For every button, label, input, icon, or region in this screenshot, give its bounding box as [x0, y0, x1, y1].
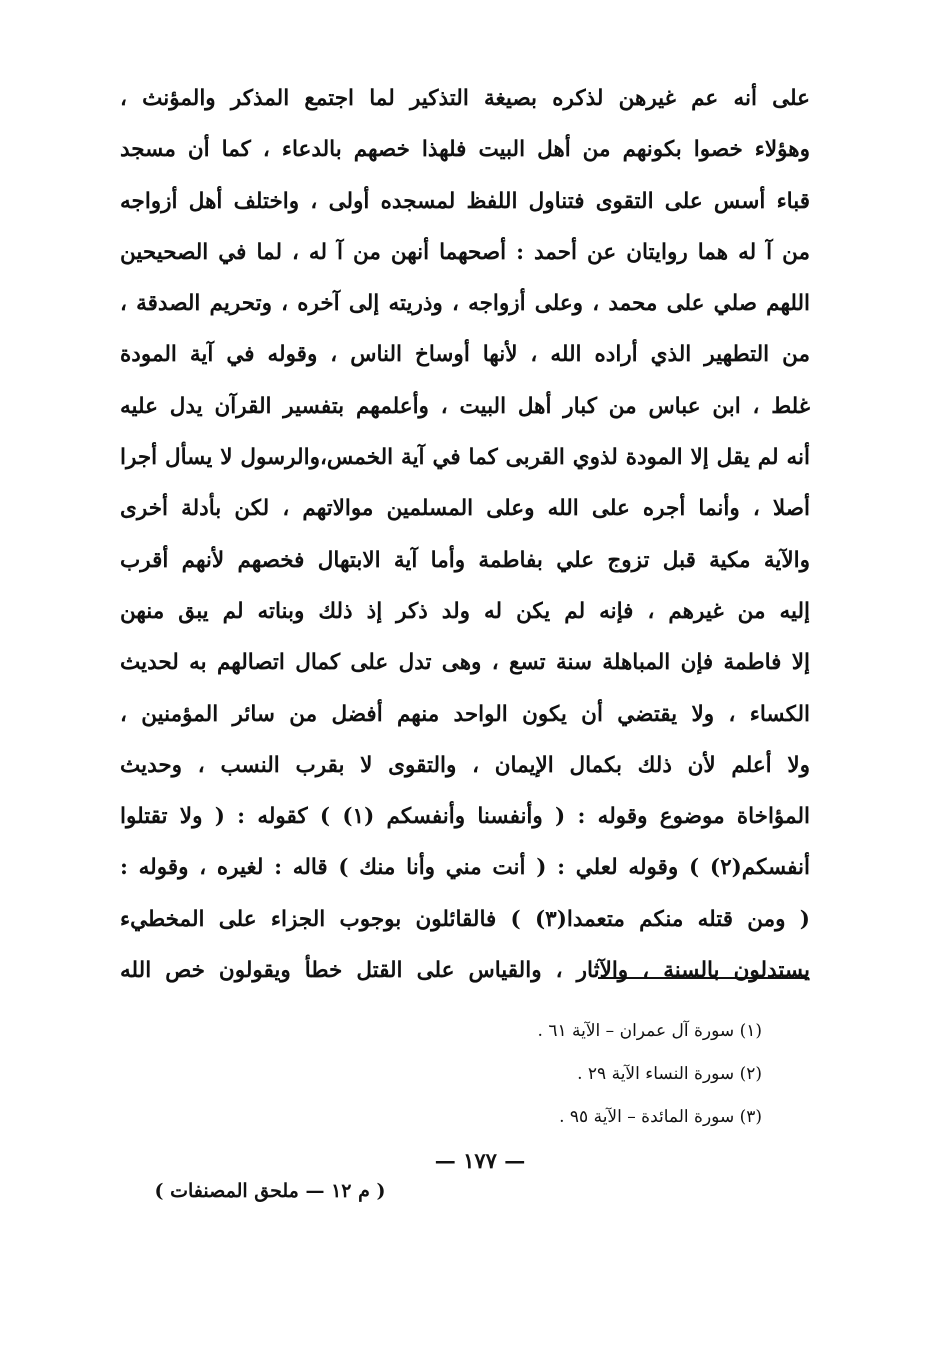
text-line: اللهم صلي على محمد ، وعلى أزواجه ، وذريته إلى آخره ، وتحريم الصدقة ، — [120, 291, 810, 317]
text-line: ( ومن قتله منكم متعمدا(٣) ) فالقائلون بوجوب الجزاء على المخطيء — [120, 906, 810, 932]
text-line: المؤاخاة موضوع وقوله : ( وأنفسنا وأنفسكم (١) ) كقوله : ( ولا تقتلوا — [120, 804, 810, 830]
page-number: — ١٧٧ — — [434, 1148, 526, 1173]
footnote-divider — [598, 977, 809, 979]
footnote-3: (٣) سورة المائدة – الآية ٩٥ . — [559, 1107, 762, 1127]
text-line: على أنه عم غيرهن لذكره بصيغة التذكير لما اجتمع المذكر والمؤنث ، — [120, 86, 810, 111]
text-line: إليه من غيرهم ، فإنه لم يكن له ولد ذكر إذ ذلك وبناته لم يبق منهن — [120, 598, 810, 624]
text-line: الكساء ، ولا يقتضي أن يكون الواحد منهم أفضل من سائر المؤمنين ، — [120, 701, 810, 727]
text-line: غلط ، ابن عباس من كبار أهل البيت ، وأعلمهم بتفسير القرآن يدل عليه — [120, 393, 810, 419]
main-text — [120, 73, 810, 996]
footnotes — [380, 1010, 762, 1139]
text-line: أصلا ، وأنما أجره على الله وعلى المسلمين موالاتهم ، لكن بأدلة أخرى — [120, 496, 810, 522]
text-line: من التطهير الذي أراده الله ، لأنها أوساخ الناس ، وقوله في آية المودة — [120, 342, 810, 368]
footnote-2: (٢) سورة النساء الآية ٢٩ . — [577, 1064, 762, 1084]
signature-mark: ( م ١٢ — ملحق المصنفات ) — [154, 1180, 386, 1202]
text-line: يستدلون بالسنة ، والآثار ، والقياس على القتل خطأ ويقولون خص الله — [120, 958, 810, 984]
footnote-1: (١) سورة آل عمران – الآية ٦١ . — [537, 1021, 762, 1041]
text-line: أنفسكم(٢) ) وقوله لعلي : ( أنت مني وأنا منك ) قاله : لغيره ، وقوله : — [120, 855, 810, 881]
text-line: وهؤلاء خصوا بكونهم من أهل البيت فلهذا خصهم بالدعاء ، كما أن مسجد — [120, 137, 810, 163]
text-line: أنه لم يقل إلا المودة لذوي القربى كما في آية الخمس،والرسول لا يسأل أجرا — [120, 445, 810, 471]
text-line: ولا أعلم لأن ذلك بكمال الإيمان ، والتقوى لا بقرب النسب ، وحديث — [120, 752, 810, 778]
text-line: إلا فاطمة فإن المباهلة سنة تسع ، وهى تدل على كمال اتصالهم به لحديث — [120, 650, 810, 676]
text-line: من آ له هما روايتان عن أحمد : أصحهما أنهن من آ له ، لما في الصحيحين — [120, 239, 810, 265]
text-line: قباء أسس على التقوى فتناول اللفظ لمسجده أولى ، واختلف أهل أزواجه — [120, 188, 810, 214]
text-line: والآية مكية قبل تزوج علي بفاطمة وأما آية الابتهال فخصهم لأنهم أقرب — [120, 547, 810, 573]
